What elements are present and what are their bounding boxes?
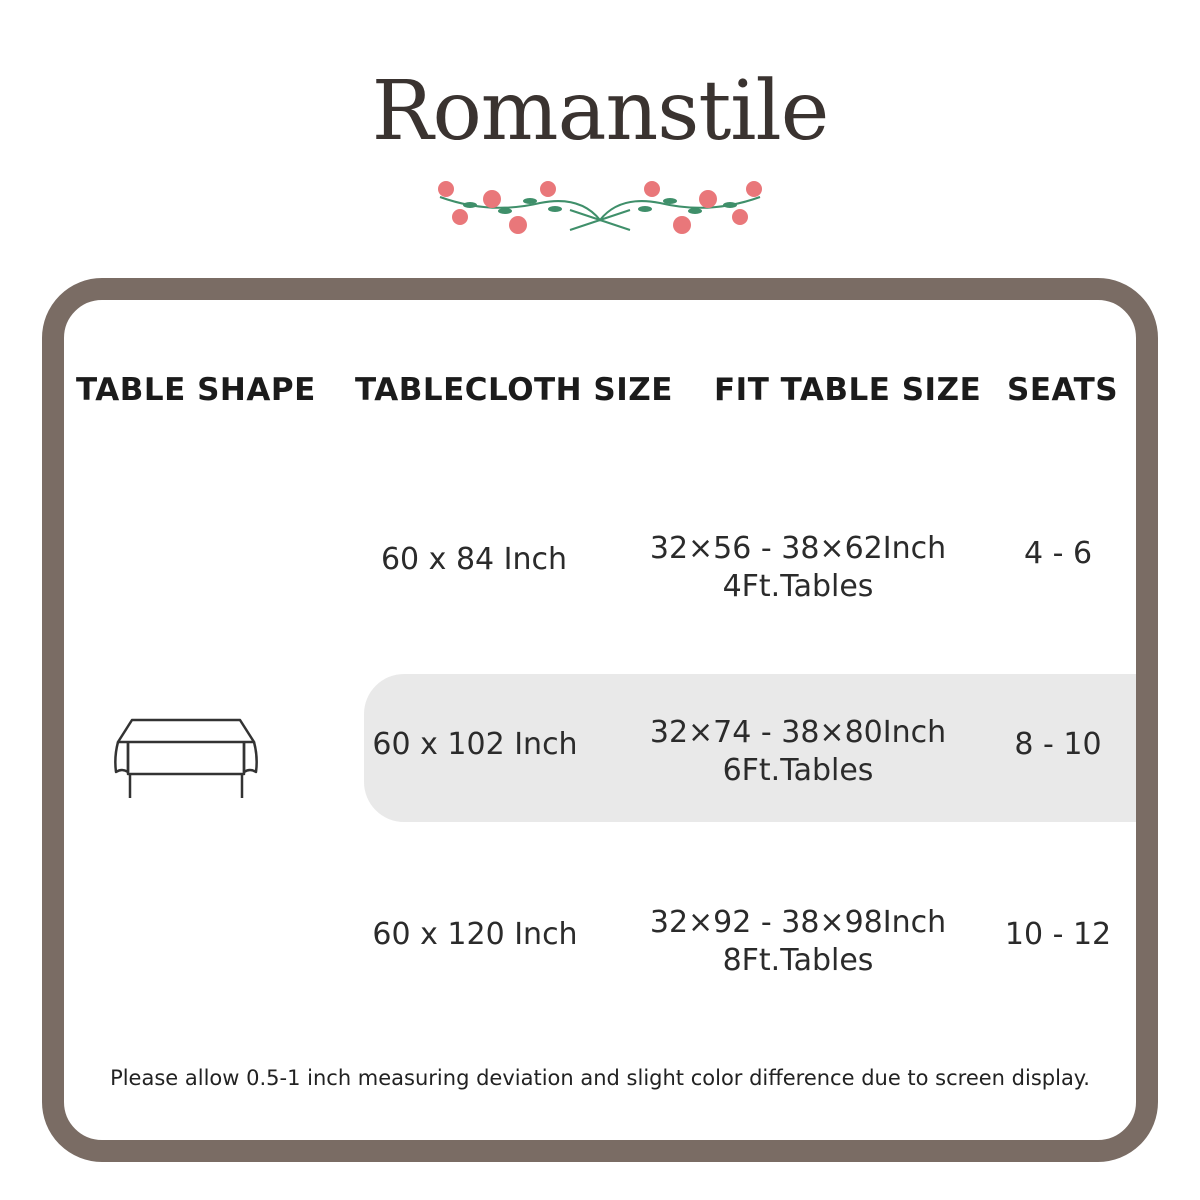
row1-seats: 4 - 6 (1023, 536, 1093, 571)
brand-logo: Romanstile (371, 64, 829, 159)
row1-tablecloth-size: 60 x 84 Inch (380, 542, 568, 577)
row2-fit-line2: 6Ft.Tables (722, 753, 874, 788)
row1-fit-line2: 4Ft.Tables (722, 569, 874, 604)
row2-seats: 8 - 10 (1014, 727, 1102, 762)
row2-fit-line1: 32×74 - 38×80Inch (649, 715, 947, 750)
floral-garland-icon (430, 175, 770, 245)
header-table-shape: TABLE SHAPE (76, 372, 316, 408)
rectangular-table-icon (108, 712, 264, 808)
row2-tablecloth-size: 60 x 102 Inch (372, 727, 578, 762)
disclaimer-note: Please allow 0.5-1 inch measuring deviation and slight color difference due to screen display. (110, 1066, 1090, 1090)
row3-seats: 10 - 12 (1004, 917, 1112, 952)
row1-fit-line1: 32×56 - 38×62Inch (649, 531, 947, 566)
header-tablecloth-size: TABLECLOTH SIZE (355, 372, 673, 408)
header-fit-table-size: FIT TABLE SIZE (714, 372, 982, 408)
header-seats: SEATS (1007, 372, 1119, 408)
row3-tablecloth-size: 60 x 120 Inch (372, 917, 578, 952)
row3-fit-line1: 32×92 - 38×98Inch (649, 905, 947, 940)
row3-fit-line2: 8Ft.Tables (722, 943, 874, 978)
